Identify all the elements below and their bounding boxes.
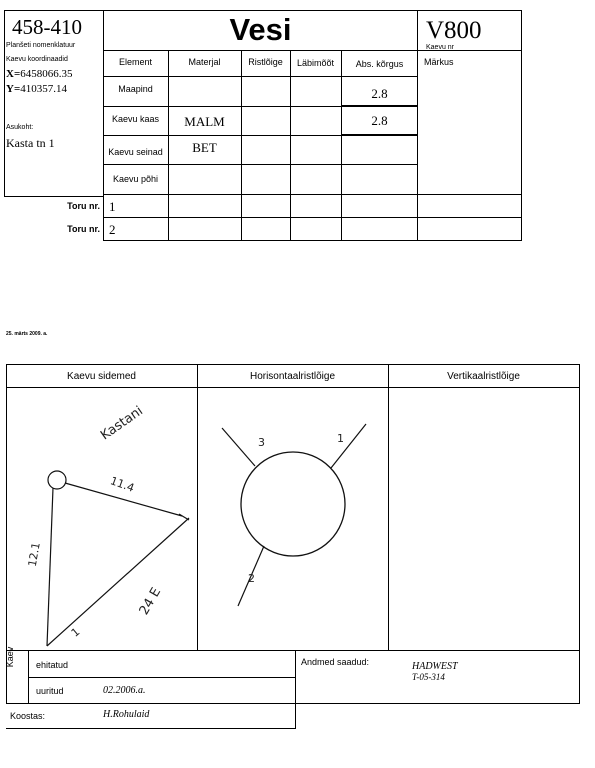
- row-label-ground: Maapind: [118, 84, 153, 94]
- column-header-material: Materjal: [188, 57, 221, 67]
- column-header-cross-section: Ristlõige: [248, 57, 283, 67]
- horizontal-section-sketch: [198, 388, 388, 650]
- pipe-value: 2: [109, 222, 116, 237]
- well-caption: Kaevu nr: [426, 44, 455, 51]
- distance-top: 11.4: [108, 474, 136, 495]
- data-source-value-1: HADWEST: [412, 661, 458, 672]
- coordinate-x: [6, 68, 72, 80]
- cell-material: MALM: [184, 114, 225, 129]
- section-header-horizontal: Horisontaalristlõige: [249, 371, 336, 382]
- row-label-walls: Kaevu seinad: [108, 147, 163, 157]
- row-label-cover: Kaevu kaas: [111, 114, 160, 124]
- plan-number: 458-410: [12, 15, 82, 39]
- surveyed-label: uuritud: [36, 686, 64, 696]
- pipe-value: 1: [109, 199, 116, 214]
- built-label: ehitatud: [36, 660, 69, 670]
- notes-header: Märkus: [424, 57, 454, 67]
- pipe-line-3: [222, 428, 255, 466]
- address-value: Kasta tn 1: [6, 136, 55, 150]
- well-circle: [241, 452, 345, 556]
- cell-material: BET: [192, 140, 217, 155]
- y-value: 410357.14: [20, 83, 67, 95]
- tick-mark: [179, 514, 189, 520]
- plan-caption: Planšeti nomenklatuur: [6, 42, 76, 49]
- y-label: Y=: [6, 83, 21, 95]
- tie-line-left: [47, 488, 53, 646]
- section-header-vertical: Vertikaalristlõige: [447, 371, 520, 382]
- row-label-bottom: Kaevu põhi: [112, 174, 159, 184]
- address-caption: Asukoht:: [6, 124, 34, 131]
- cell-abs-height: 2.8: [371, 113, 388, 128]
- well-number: V800: [426, 17, 482, 44]
- well-marker: [48, 471, 66, 489]
- coordinates-caption: Kaevu koordinaadid: [6, 56, 68, 63]
- column-header-element: Element: [118, 57, 153, 67]
- page-title: Vesi: [229, 12, 292, 47]
- column-header-diameter: Läbimõõt: [296, 58, 335, 68]
- cell-abs-height: 2.8: [371, 86, 388, 101]
- pipe-label-3: 3: [258, 436, 265, 449]
- surveyed-value: 02.2006.a.: [103, 685, 146, 696]
- pipe-label: Toru nr.: [67, 224, 100, 234]
- distance-left: 12.1: [25, 541, 43, 568]
- compiled-label: Koostas:: [10, 711, 46, 721]
- column-header-abs-height: Abs. kõrgus: [355, 59, 404, 69]
- pipe-label: Toru nr.: [67, 201, 100, 211]
- date-line: 25. märts 2009. a.: [6, 331, 48, 337]
- pipe-label-2: 2: [248, 572, 255, 585]
- section-header-ties: Kaevu sidemed: [67, 371, 136, 382]
- tie-line-diagonal: [47, 518, 189, 646]
- street-annotation: Kastani: [98, 403, 146, 444]
- compiled-value: H.Rohulaid: [103, 709, 150, 720]
- side-label-well: Kaev: [5, 646, 15, 668]
- pipe-label-1: 1: [337, 432, 344, 445]
- x-label: X=: [6, 68, 21, 80]
- data-source-value-2: T-05-314: [412, 672, 445, 682]
- data-source-label: Andmed saadud:: [301, 657, 370, 667]
- distance-diagonal: 24 E: [136, 585, 165, 618]
- pipe-mark: 1: [68, 625, 83, 640]
- coordinate-y: [6, 83, 67, 95]
- x-value: 6458066.35: [20, 68, 73, 80]
- pipe-line-1: [331, 424, 366, 468]
